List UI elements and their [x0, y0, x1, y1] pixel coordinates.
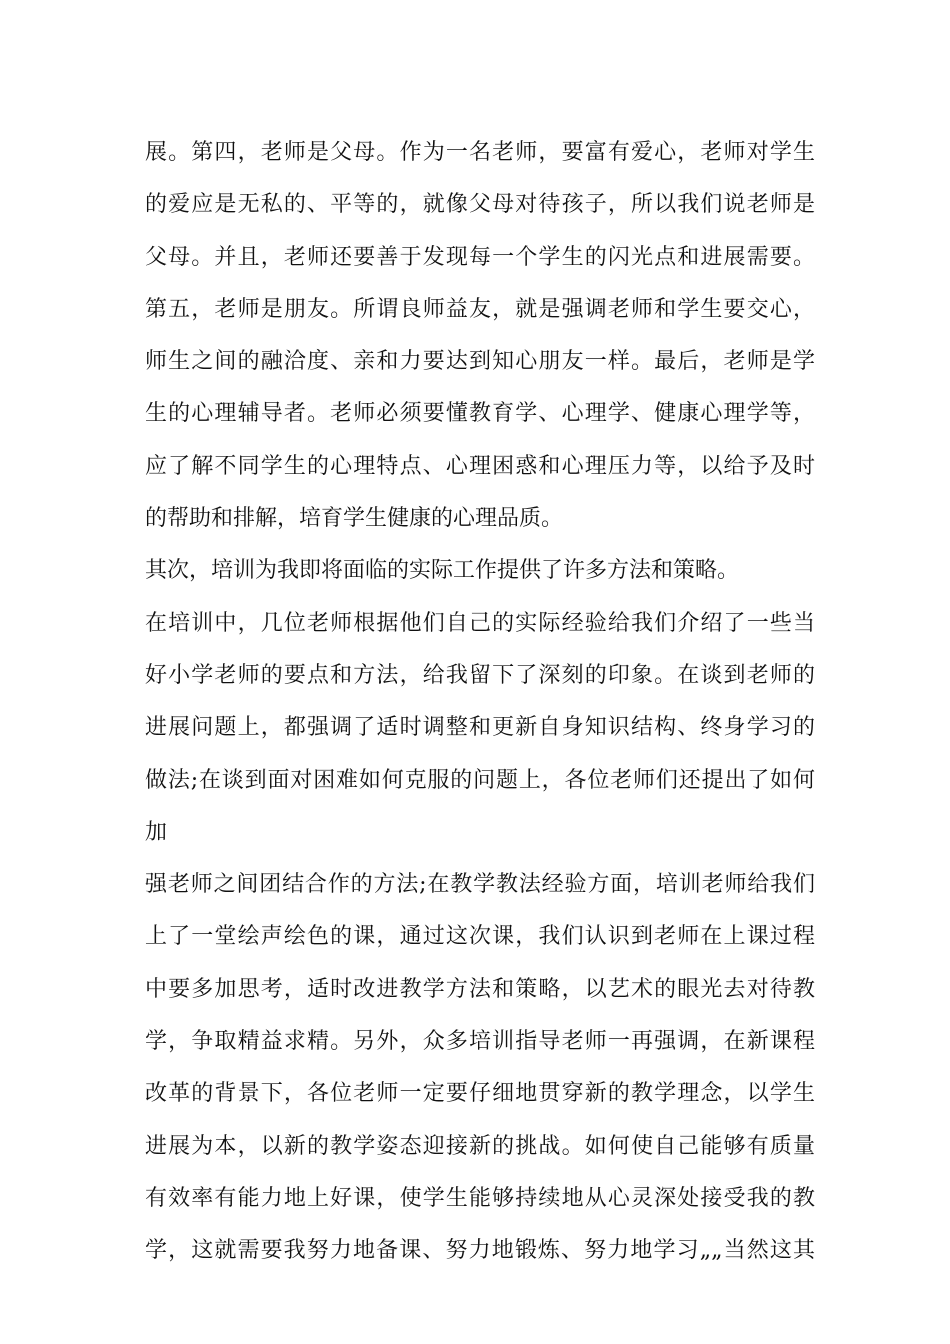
text-line: 其次，培训为我即将面临的实际工作提供了许多方法和策略。 [145, 558, 740, 584]
text-line: 加 [145, 819, 168, 845]
text-line: 生的心理辅导者。老师必须要懂教育学、心理学、健康心理学等， [145, 401, 815, 427]
text-line: 上了一堂绘声绘色的课，通过这次课，我们认识到老师在上课过程 [145, 924, 815, 950]
text-line: 强老师之间团结合作的方法;在教学教法经验方面，培训老师给我们 [145, 872, 815, 898]
text-line: 在培训中，几位老师根据他们自己的实际经验给我们介绍了一些当 [145, 610, 815, 636]
text-line: 进展问题上，都强调了适时调整和更新自身知识结构、终身学习的 [145, 715, 815, 741]
text-line: 父母。并且，老师还要善于发现每一个学生的闪光点和进展需要。 [145, 244, 815, 270]
text-line: 学，这就需要我努力地备课、努力地锻炼、努力地学习„„当然这其 [145, 1238, 815, 1264]
text-line: 改革的背景下，各位老师一定要仔细地贯穿新的教学理念，以学生 [145, 1081, 815, 1107]
text-line: 学，争取精益求精。另外，众多培训指导老师一再强调，在新课程 [145, 1029, 815, 1055]
text-line: 有效率有能力地上好课，使学生能够持续地从心灵深处接受我的教 [145, 1185, 815, 1211]
text-line: 的爱应是无私的、平等的，就像父母对待孩子，所以我们说老师是 [145, 192, 815, 218]
text-line: 第五，老师是朋友。所谓良师益友，就是强调老师和学生要交心， [145, 296, 815, 322]
text-line: 做法;在谈到面对困难如何克服的问题上，各位老师们还提出了如何 [145, 767, 815, 793]
body-text [145, 127, 815, 1278]
text-line: 展。第四，老师是父母。作为一名老师，要富有爱心，老师对学生 [145, 140, 815, 165]
text-line: 好小学老师的要点和方法，给我留下了深刻的印象。在谈到老师的 [145, 662, 815, 688]
text-line: 应了解不同学生的心理特点、心理困惑和心理压力等，以给予及时 [145, 453, 815, 479]
text-line: 师生之间的融洽度、亲和力要达到知心朋友一样。最后，老师是学 [145, 349, 815, 375]
text-line: 进展为本，以新的教学姿态迎接新的挑战。如何使自己能够有质量 [145, 1133, 815, 1159]
text-line: 的帮助和排解，培育学生健康的心理品质。 [145, 506, 564, 532]
text-line: 中要多加思考，适时改进教学方法和策略，以艺术的眼光去对待教 [145, 976, 815, 1002]
